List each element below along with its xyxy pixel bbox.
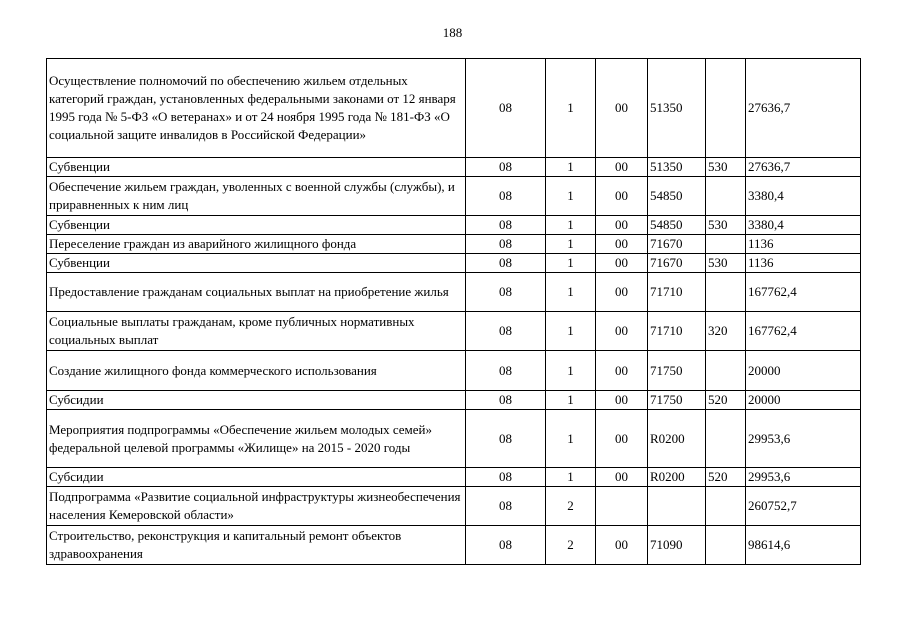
subsection-cell: 2 (546, 526, 596, 565)
amount-cell: 260752,7 (746, 487, 861, 526)
amount-cell: 20000 (746, 351, 861, 391)
expense-type-cell: 530 (706, 216, 746, 235)
subsection-cell: 1 (546, 312, 596, 351)
expense-type-cell (706, 526, 746, 565)
amount-cell: 27636,7 (746, 59, 861, 158)
code-cell: 71750 (648, 391, 706, 410)
row-name-cell: Субсидии (47, 391, 466, 410)
row-name-cell: Субвенции (47, 254, 466, 273)
code-cell: 71710 (648, 312, 706, 351)
table-row (47, 216, 861, 235)
table-row (47, 526, 861, 565)
row-name-cell: Субсидии (47, 468, 466, 487)
section-cell: 08 (466, 59, 546, 158)
expense-type-cell: 520 (706, 391, 746, 410)
program-cell (596, 487, 648, 526)
subsection-cell: 1 (546, 273, 596, 312)
section-cell: 08 (466, 254, 546, 273)
subsection-cell: 1 (546, 177, 596, 216)
section-cell: 08 (466, 177, 546, 216)
expense-type-cell (706, 487, 746, 526)
subsection-cell: 1 (546, 235, 596, 254)
amount-cell: 167762,4 (746, 312, 861, 351)
row-name-cell: Строительство, реконструкция и капитальный ремонт объектов здравоохранения (47, 526, 466, 565)
budget-table (46, 58, 861, 565)
table-row (47, 273, 861, 312)
amount-cell: 29953,6 (746, 410, 861, 468)
section-cell: 08 (466, 273, 546, 312)
subsection-cell: 2 (546, 487, 596, 526)
table-row (47, 235, 861, 254)
section-cell: 08 (466, 351, 546, 391)
expense-type-cell (706, 351, 746, 391)
subsection-cell: 1 (546, 254, 596, 273)
expense-type-cell: 320 (706, 312, 746, 351)
code-cell: 51350 (648, 158, 706, 177)
program-cell: 00 (596, 526, 648, 565)
row-name-cell: Переселение граждан из аварийного жилищного фонда (47, 235, 466, 254)
program-cell: 00 (596, 254, 648, 273)
code-cell: 51350 (648, 59, 706, 158)
program-cell: 00 (596, 273, 648, 312)
subsection-cell: 1 (546, 216, 596, 235)
row-name-cell: Подпрограмма «Развитие социальной инфраструктуры жизнеобеспечения населения Кемеровской области» (47, 487, 466, 526)
amount-cell: 1136 (746, 235, 861, 254)
program-cell: 00 (596, 391, 648, 410)
section-cell: 08 (466, 468, 546, 487)
expense-type-cell (706, 59, 746, 158)
amount-cell: 98614,6 (746, 526, 861, 565)
expense-type-cell (706, 235, 746, 254)
code-cell: 71670 (648, 254, 706, 273)
page-number: 188 (442, 25, 463, 40)
program-cell: 00 (596, 351, 648, 391)
program-cell: 00 (596, 235, 648, 254)
subsection-cell: 1 (546, 158, 596, 177)
table-row (47, 254, 861, 273)
program-cell: 00 (596, 158, 648, 177)
code-cell: 71710 (648, 273, 706, 312)
amount-cell: 3380,4 (746, 177, 861, 216)
table-row (47, 487, 861, 526)
code-cell: R0200 (648, 410, 706, 468)
table-row (47, 177, 861, 216)
subsection-cell: 1 (546, 410, 596, 468)
program-cell: 00 (596, 177, 648, 216)
subsection-cell: 1 (546, 351, 596, 391)
code-cell: 71670 (648, 235, 706, 254)
program-cell: 00 (596, 312, 648, 351)
table-row (47, 312, 861, 351)
amount-cell: 29953,6 (746, 468, 861, 487)
code-cell: 54850 (648, 216, 706, 235)
row-name-cell: Субвенции (47, 216, 466, 235)
amount-cell: 167762,4 (746, 273, 861, 312)
row-name-cell: Осуществление полномочий по обеспечению жильем отдельных категорий граждан, установленных федеральными законами от 12 января 1995 года № 5-ФЗ «О ветеранах» и от 24 ноября 1995 года № 181-ФЗ «О социальной защите инвалидов в Российской Федерации» (47, 59, 466, 158)
table-row (47, 59, 861, 158)
expense-type-cell (706, 177, 746, 216)
amount-cell: 1136 (746, 254, 861, 273)
expense-type-cell: 530 (706, 254, 746, 273)
code-cell: 71750 (648, 351, 706, 391)
table-row (47, 391, 861, 410)
subsection-cell: 1 (546, 59, 596, 158)
table-row (47, 468, 861, 487)
section-cell: 08 (466, 410, 546, 468)
row-name-cell: Создание жилищного фонда коммерческого использования (47, 351, 466, 391)
expense-type-cell (706, 273, 746, 312)
expense-type-cell: 520 (706, 468, 746, 487)
row-name-cell: Мероприятия подпрограммы «Обеспечение жильем молодых семей» федеральной целевой программы «Жилище» на 2015 - 2020 годы (47, 410, 466, 468)
code-cell: 54850 (648, 177, 706, 216)
expense-type-cell (706, 410, 746, 468)
row-name-cell: Субвенции (47, 158, 466, 177)
section-cell: 08 (466, 216, 546, 235)
table-row (47, 158, 861, 177)
section-cell: 08 (466, 391, 546, 410)
program-cell: 00 (596, 410, 648, 468)
amount-cell: 27636,7 (746, 158, 861, 177)
section-cell: 08 (466, 235, 546, 254)
code-cell: R0200 (648, 468, 706, 487)
subsection-cell: 1 (546, 391, 596, 410)
expense-type-cell: 530 (706, 158, 746, 177)
program-cell: 00 (596, 468, 648, 487)
section-cell: 08 (466, 487, 546, 526)
code-cell: 71090 (648, 526, 706, 565)
row-name-cell: Социальные выплаты гражданам, кроме публичных нормативных социальных выплат (47, 312, 466, 351)
amount-cell: 20000 (746, 391, 861, 410)
table-row (47, 410, 861, 468)
amount-cell: 3380,4 (746, 216, 861, 235)
section-cell: 08 (466, 312, 546, 351)
row-name-cell: Обеспечение жильем граждан, уволенных с военной службы (службы), и приравненных к ним лиц (47, 177, 466, 216)
section-cell: 08 (466, 158, 546, 177)
code-cell (648, 487, 706, 526)
subsection-cell: 1 (546, 468, 596, 487)
table-row (47, 351, 861, 391)
row-name-cell: Предоставление гражданам социальных выплат на приобретение жилья (47, 273, 466, 312)
program-cell: 00 (596, 59, 648, 158)
section-cell: 08 (466, 526, 546, 565)
program-cell: 00 (596, 216, 648, 235)
